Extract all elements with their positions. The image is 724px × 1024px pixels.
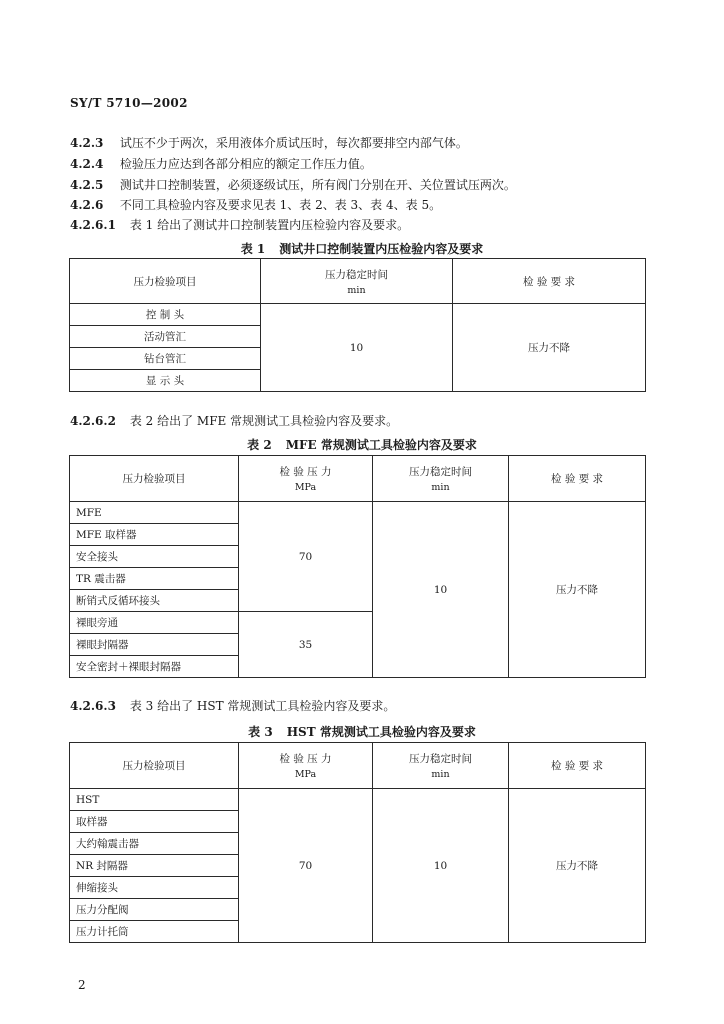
- time-value: 10: [373, 502, 509, 678]
- clause-number: 4.2.3: [70, 136, 104, 150]
- table-row: MFE: [70, 502, 239, 524]
- standard-code: SY/T 5710—2002: [70, 96, 188, 110]
- unit-min: min: [431, 482, 450, 493]
- requirement-value: 压力不降: [453, 304, 646, 392]
- table-row: 裸眼封隔器: [70, 634, 239, 656]
- clause-number: 4.2.4: [70, 157, 104, 171]
- clause-text: 试压不少于两次，采用液体介质试压时，每次都要排空内部气体。: [119, 136, 468, 150]
- table-number: 表 3: [248, 725, 273, 739]
- unit-mpa: MPa: [294, 482, 317, 493]
- clause-number: 4.2.6: [70, 198, 104, 212]
- header-item: 压力检验项目: [70, 743, 239, 789]
- unit-min: min: [347, 284, 366, 296]
- table-row: 断销式反循环接头: [70, 590, 239, 612]
- table2-caption: [0, 436, 724, 453]
- requirement-value: 压力不降: [509, 789, 646, 943]
- header-item: 压力检验项目: [70, 259, 261, 304]
- clause-4-2-6-3: [70, 697, 395, 714]
- table3: [69, 742, 646, 943]
- clause-number: 4.2.6.2: [70, 414, 116, 428]
- page-number: 2: [78, 978, 86, 992]
- table-row: 大约翰震击器: [70, 833, 239, 855]
- table-row: 裸眼旁通: [70, 612, 239, 634]
- header-pressure: 检 验 压 力 MPa: [239, 743, 373, 789]
- clause-text: 测试井口控制装置，必须逐级试压，所有阀门分别在开、关位置试压两次。: [119, 178, 516, 192]
- clause-4-2-4: [70, 155, 372, 172]
- time-value: 10: [261, 304, 453, 392]
- header-requirement: 检 验 要 求: [453, 259, 646, 304]
- unit-mpa: MPa: [294, 769, 317, 780]
- pressure-value: 70: [239, 789, 373, 943]
- table-row: 压力计托筒: [70, 921, 239, 943]
- table-row: HST: [70, 789, 239, 811]
- clause-text: 表 1 给出了测试井口控制装置内压检验内容及要求。: [129, 218, 410, 232]
- clause-text: 表 3 给出了 HST 常规测试工具检验内容及要求。: [129, 699, 396, 713]
- table2: [69, 455, 646, 678]
- table1-caption: [0, 240, 724, 257]
- clause-4-2-3: [70, 134, 468, 151]
- pressure-value-70: 70: [239, 502, 373, 612]
- clause-text: 不同工具检验内容及要求见表 1、表 2、表 3、表 4、表 5。: [119, 198, 442, 212]
- table-number: 表 1: [240, 242, 266, 256]
- table-row: 安全接头: [70, 546, 239, 568]
- clause-number: 4.2.5: [70, 178, 104, 192]
- table-row: 安全密封＋裸眼封隔器: [70, 656, 239, 678]
- table3-caption: [0, 723, 724, 740]
- table-title: HST 常规测试工具检验内容及要求: [286, 725, 476, 739]
- header-stable-time: 压力稳定时间 min: [373, 743, 509, 789]
- table-row: 显 示 头: [70, 370, 261, 392]
- table-number: 表 2: [247, 438, 272, 452]
- clause-4-2-6: [70, 196, 441, 213]
- table-row: MFE 取样器: [70, 524, 239, 546]
- clause-4-2-6-2: [70, 412, 398, 429]
- header-stable-time: 压力稳定时间 min: [261, 259, 453, 304]
- table-row: 压力分配阀: [70, 899, 239, 921]
- header-requirement: 检 验 要 求: [509, 456, 646, 502]
- header-item: 压力检验项目: [70, 456, 239, 502]
- table-row: 伸缩接头: [70, 877, 239, 899]
- header-requirement: 检 验 要 求: [509, 743, 646, 789]
- header-pressure: 检 验 压 力 MPa: [239, 456, 373, 502]
- table-row: 取样器: [70, 811, 239, 833]
- clause-4-2-5: [70, 176, 516, 193]
- clause-text: 检验压力应达到各部分相应的额定工作压力值。: [119, 157, 372, 171]
- requirement-value: 压力不降: [509, 502, 646, 678]
- time-value: 10: [373, 789, 509, 943]
- table-title: 测试井口控制装置内压检验内容及要求: [279, 242, 484, 256]
- table-title: MFE 常规测试工具检验内容及要求: [285, 438, 477, 452]
- clause-number: 4.2.6.3: [70, 699, 116, 713]
- unit-min: min: [431, 769, 450, 780]
- clause-text: 表 2 给出了 MFE 常规测试工具检验内容及要求。: [129, 414, 399, 428]
- table-row: 控 制 头: [70, 304, 261, 326]
- clause-4-2-6-1: [70, 216, 409, 233]
- table-row: NR 封隔器: [70, 855, 239, 877]
- table-row: 活动管汇: [70, 326, 261, 348]
- table-row: TR 震击器: [70, 568, 239, 590]
- table1: [69, 258, 646, 392]
- table-row: 钻台管汇: [70, 348, 261, 370]
- header-stable-time: 压力稳定时间 min: [373, 456, 509, 502]
- clause-number: 4.2.6.1: [70, 218, 116, 232]
- pressure-value-35: 35: [239, 612, 373, 678]
